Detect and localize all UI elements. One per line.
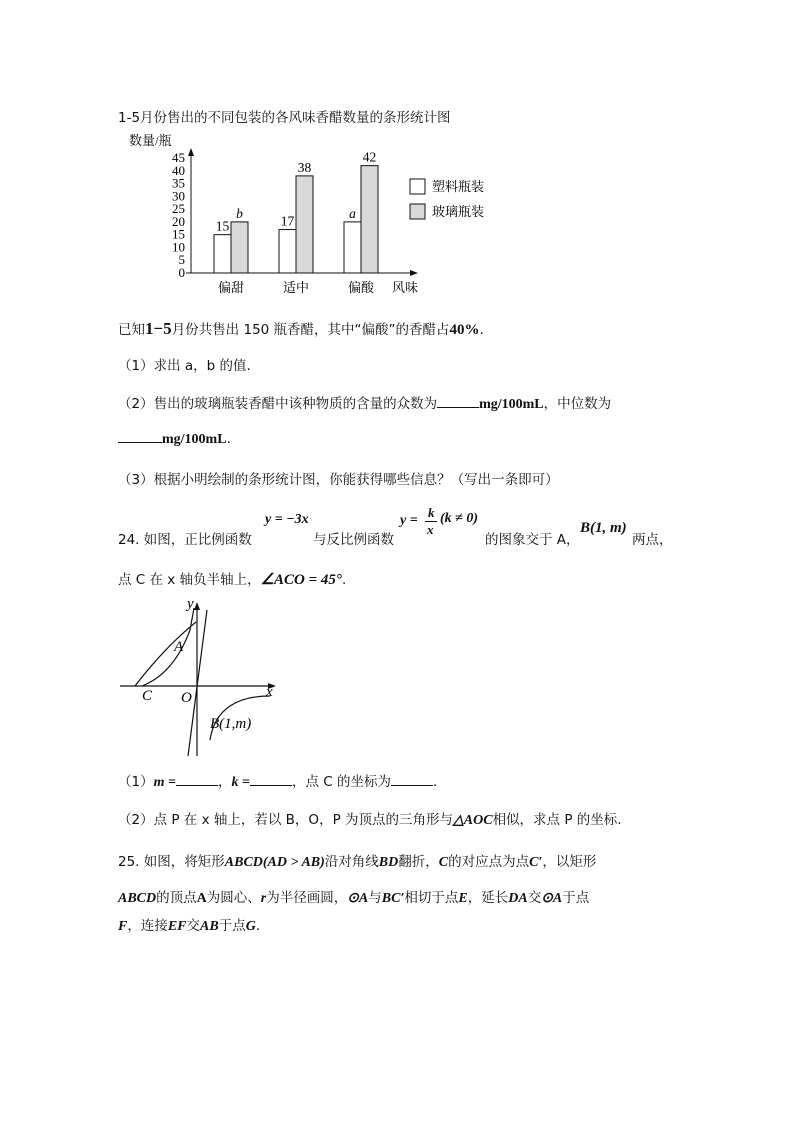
q25-line1 [118,850,596,871]
q25-l1-e: ，以矩形 [542,854,597,870]
unit-median: mg/100mL [162,432,227,447]
q25-l1-b: 沿对角线 [324,854,379,870]
fig-label-y: y [187,596,194,612]
q24-f1: y = −3x [265,512,309,527]
triangle-aoc: △AOC [453,813,493,828]
q23-part2-line2 [118,430,231,448]
x-axis-label: 风味 [392,280,419,295]
q25-l1-c: 翻折， [398,854,439,870]
q25-line2 [118,886,589,907]
y-axis-arrow [188,148,194,156]
line-ef: EF [167,919,187,934]
k-equals: k = [231,775,250,790]
bar-偏酸-玻璃瓶装 [361,166,378,273]
q23-part2-a: （2）售出的玻璃瓶装香醋中该种物质的含量的众数为 [118,396,438,412]
q24-part1 [118,770,437,791]
q25-l3-a: ，连接 [127,918,168,934]
legend-label-塑料瓶装: 塑料瓶装 [432,179,485,194]
q23-intro-b: 月份共售出 150 瓶香醋，其中“偏酸”的香醋占 [171,322,450,338]
fig-label-b: B(1,m) [210,716,252,732]
q23-percent: 40% [449,322,480,338]
data-label-适中-塑料瓶装: 17 [280,213,295,229]
q23-months: 1−5 [145,319,172,338]
q24-sep: ， [217,774,232,790]
q24-line2 [118,568,346,589]
bar-chart [0,0,794,310]
legend [410,179,484,219]
bar-适中-玻璃瓶装 [296,176,313,273]
q24-line1-c: 的图象交于 A， [485,532,580,548]
q24-point-b: B(1, m) [580,520,627,536]
q25-l1-d: 的对应点为点 [448,854,530,870]
line-bc-prime: BC′ [381,891,405,906]
point-e: E [458,891,468,906]
radius-r: r [260,891,267,906]
q24-part1-end: . [432,774,438,790]
data-label-偏甜-塑料瓶装: 15 [215,218,230,234]
diag-bd: BD [378,855,399,870]
q24-f2-y: y = [400,513,418,528]
q24-line1-a: 24. 如图，正比例函数 [118,532,252,548]
x-category-偏酸: 偏酸 [347,280,375,295]
k-answer-blank[interactable] [250,773,292,786]
q24-line2-end: . [341,572,347,588]
circle-a: ⊙A [347,891,369,906]
q25-l3-end: . [255,918,261,934]
circle-a-2: ⊙A [541,891,563,906]
q25-l2-h: 于点 [562,890,590,906]
rect-abcd-2: ABCD [118,891,157,906]
y-axis-arrow [194,602,200,610]
data-label-偏酸-玻璃瓶装: 42 [362,149,377,165]
data-label-偏酸-塑料瓶装: a [349,205,356,221]
q23-part2-end: . [226,431,231,447]
line-ac [135,622,196,686]
q24-f2-cond: (k ≠ 0) [440,511,479,526]
unit-mode: mg/100mL [479,397,544,412]
q23-part2-line1 [118,392,611,413]
y-tick-label-20: 20 [172,213,185,229]
q23-part2-b: ，中位数为 [543,396,612,412]
m-answer-blank[interactable] [176,773,218,786]
q24-figure [110,592,290,762]
y-tick-label-35: 35 [172,175,185,191]
bar-适中-塑料瓶装 [279,230,296,273]
q24-line2-a: 点 C 在 x 轴负半轴上， [118,572,261,588]
q25-l3-c: 于点 [218,918,246,934]
q24-line1-b: 与反比例函数 [313,532,394,548]
fig-label-o: O [181,690,192,706]
c-coord-answer-blank[interactable] [391,773,433,786]
y-tick-label-10: 10 [172,239,185,255]
bar-偏甜-塑料瓶装 [214,235,231,273]
fig-label-a: A [174,639,184,655]
fig-label-x: x [266,684,273,700]
q25-l2-c: 为半径画圆， [266,890,348,906]
q25-l2-e: 相切于点 [404,890,459,906]
rect-abcd: ABCD [224,855,263,870]
q23-intro-a: 已知 [118,322,145,338]
data-label-偏甜-玻璃瓶装: b [236,205,243,221]
y-ticks [172,150,185,280]
q25-l3-b: 交 [186,918,201,934]
x-category-适中: 适中 [282,280,310,295]
point-c-prime: C′ [529,855,543,870]
q24-part1-a: （1） [118,774,154,790]
q25-line3 [118,914,260,935]
point-g: G [245,919,256,934]
q23-part3: （3）根据小明绘制的条形统计图，你能获得哪些信息？（写出一条即可） [118,472,559,488]
q24-part2 [118,808,622,829]
x-categories [218,280,375,295]
m-equals: m = [153,775,176,790]
y-axis-label: 数量/瓶 [129,133,172,148]
q24-part1-b: ，点 C 的坐标为 [291,774,391,790]
point-f: F [118,919,128,934]
y-tick-label-40: 40 [172,162,185,178]
q25-l2-b: 为圆心、 [206,890,261,906]
y-tick-label-15: 15 [172,226,185,242]
y-tick-label-5: 5 [178,252,185,268]
q25-l2-a: 的顶点 [156,890,197,906]
point-c: C [438,855,449,870]
x-axis-arrow [410,270,418,276]
q23-intro [118,318,484,339]
q25-l2-g: 交 [527,890,542,906]
y-tick-label-25: 25 [172,201,185,217]
q24-f2-k: k [428,505,435,520]
bar-偏甜-玻璃瓶装 [231,222,248,273]
bar-偏酸-塑料瓶装 [344,222,361,273]
legend-swatch-玻璃瓶装 [410,204,425,219]
cond-ad-ab: (AD > AB) [262,855,325,870]
x-category-偏甜: 偏甜 [217,280,245,295]
q24-part2-b: 相似，求点 P 的坐标. [492,812,622,828]
q23-intro-end: . [479,322,484,338]
q24-angle: ∠ACO = 45° [260,572,342,588]
data-label-适中-玻璃瓶装: 38 [297,159,312,175]
fig-label-c: C [142,688,153,704]
q24-f2-x: x [427,522,434,537]
point-a: A [196,891,207,906]
median-answer-blank[interactable] [118,430,162,443]
legend-swatch-塑料瓶装 [410,179,425,194]
legend-label-玻璃瓶装: 玻璃瓶装 [432,204,485,219]
mode-answer-blank[interactable] [437,395,479,408]
chart-title: 1-5月份售出的不同包装的各风味香醋数量的条形统计图 [118,110,451,126]
q25-l1-a: 25. 如图，将矩形 [118,854,225,870]
y-tick-label-0: 0 [178,265,185,280]
y-tick-label-30: 30 [172,188,185,204]
q24-line1-d: 两点， [632,532,673,548]
line-ab: AB [200,919,219,934]
q23-part1: （1）求出 a，b 的值. [118,358,251,374]
q25-l2-f: ，延长 [467,890,509,906]
q24-part2-a: （2）点 P 在 x 轴上，若以 B，O，P 为顶点的三角形与 [118,812,453,828]
y-tick-label-45: 45 [172,150,185,165]
line-da: DA [508,891,528,906]
q25-l2-d: 与 [368,890,382,906]
